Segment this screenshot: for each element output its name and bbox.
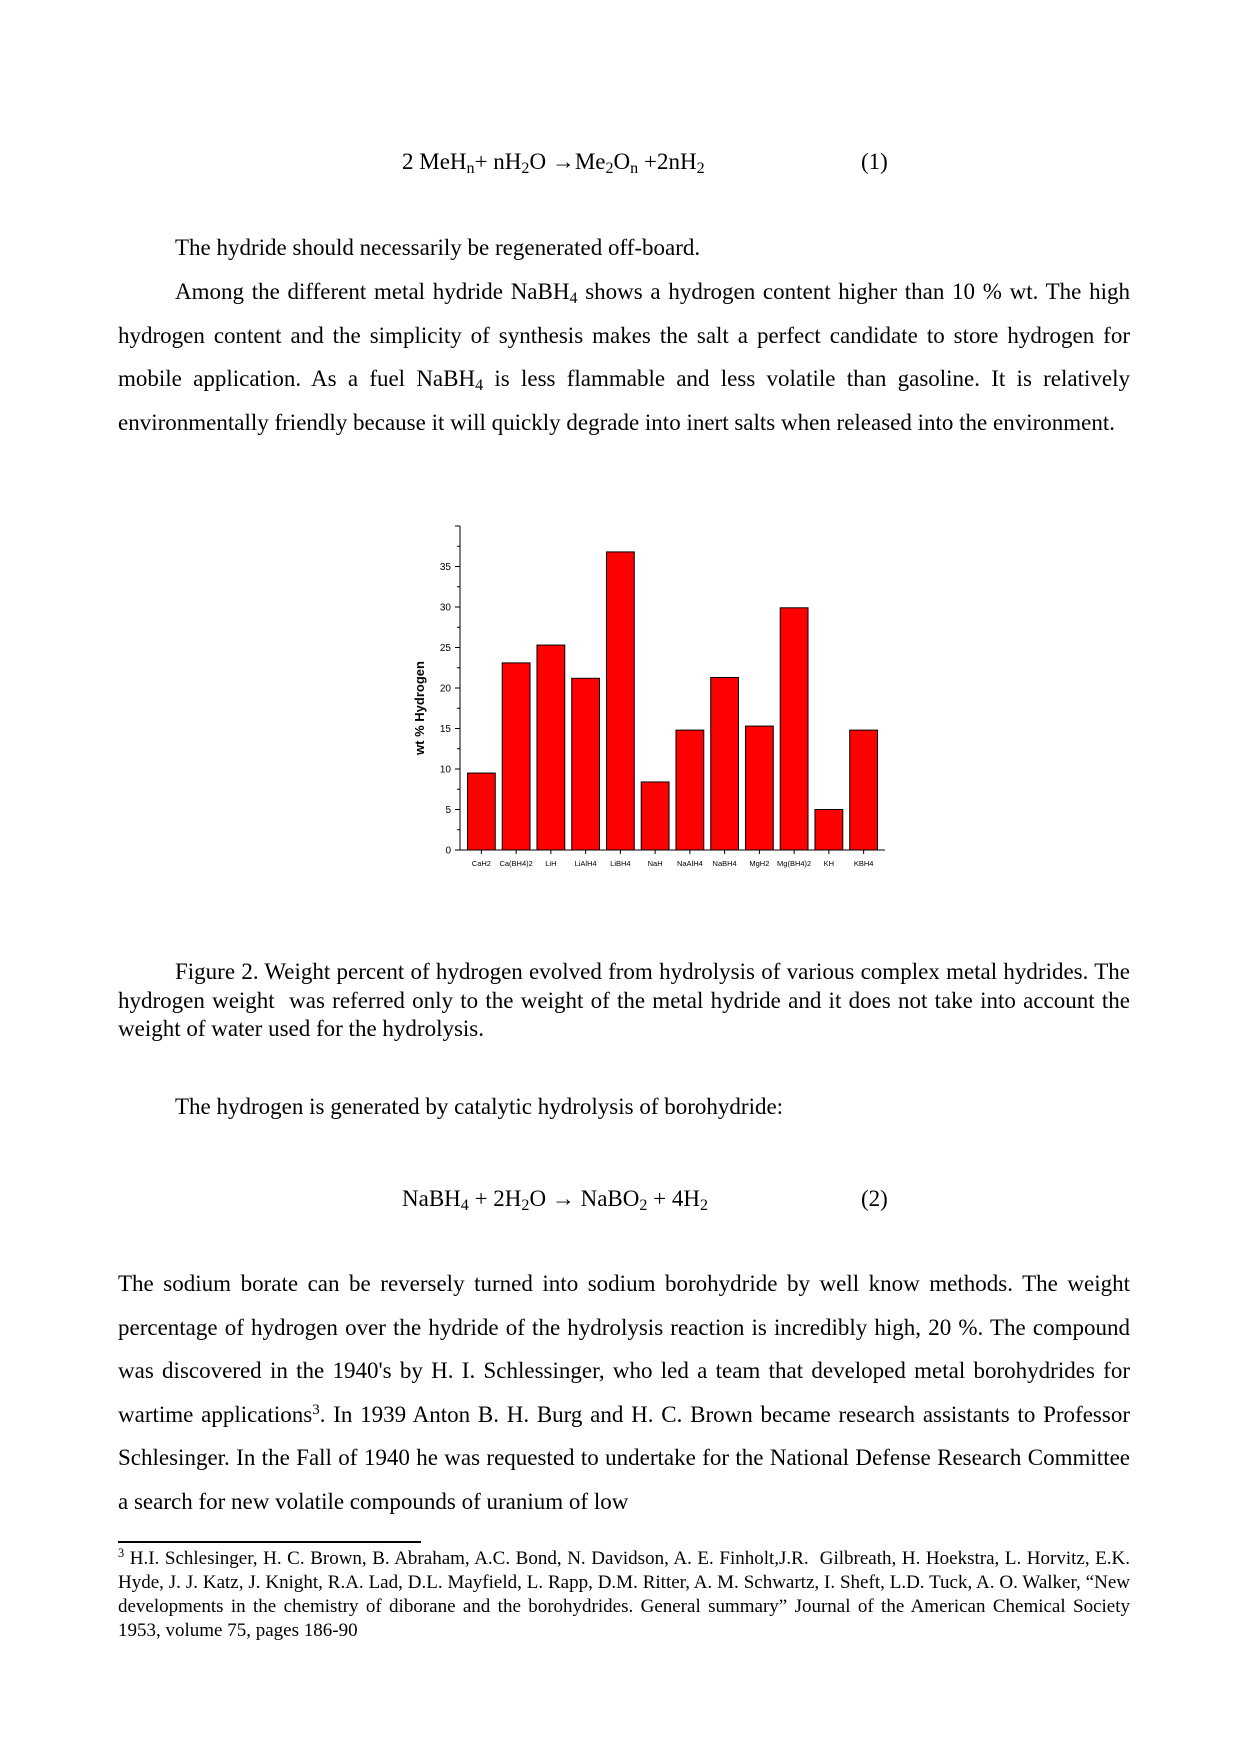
y-tick-label: 15 [439,724,451,735]
x-tick-label: MgH2 [749,859,770,868]
y-tick-label: 20 [439,683,451,695]
bar-mgbh42 [780,608,808,850]
y-tick-label: 0 [445,845,451,857]
x-tick-label: Mg(BH4)2 [777,859,812,868]
hydrogen-content-bar-chart [400,520,900,880]
figure-caption [118,958,1130,1044]
paragraph-nabh4-intro [118,270,1130,444]
bar-lialh4 [572,678,600,850]
bar-kbh4 [850,730,878,850]
x-tick-label: NaAlH4 [676,859,703,868]
x-tick-label: KBH4 [853,859,874,868]
x-tick-label: CaH2 [471,859,491,868]
paragraph-regeneration [118,226,1130,270]
bar-nah [641,782,669,850]
paragraph-sodium-borate [118,1262,1130,1523]
y-tick-label: 30 [439,602,451,614]
bar-lih [537,645,565,850]
equation-1-number: (1) [861,149,888,174]
paragraph-catalytic-hydrolysis [118,1085,1130,1129]
footnote-3-text: $^3$ H.I. Schlesinger, H. C. Brown, B. Abraham, A.C. Bond, N. Davidson, A. E. Finholt,J.R. Gilbreath, H. Hoekstra, L. Horvitz, E.K. Hyde, J. J. Katz, J. Knight, R.A. Lad, D.L. Mayfield, L. Rapp, D.M. Ritter, A. M. Schwartz, I. Sheft, L.D. Tuck, A. O. Walker, “New developments in the chemistry of diborane and the borohydrides. General summary” Journal of the American Chemical Society 1953, volume 75, pages 186-90 [118,1546,1130,1641]
bar-cabh42 [502,663,530,850]
x-tick-label: LiAlH4 [574,859,597,868]
equation-2-formula: NaBH$_4$ + $2H_2O$ → NaBO$_2$ + $4H_2$ [402,1186,709,1215]
x-tick-label: Ca(BH4)2 [499,859,533,868]
bar-libh4 [606,552,634,850]
paragraph-catalytic-hydrolysis-text: The hydrogen is generated by catalytic hydrolysis of borohydride: [175,1094,784,1119]
figure-caption-text: Figure 2. Weight percent of hydrogen evolved from hydrolysis of various complex metal hydrides. The hydrogen weight was referred only to the weight of the metal hydride and it does not take into account the weight of water used for the hydrolysis. [118,959,1130,1041]
paragraph-sodium-borate-text: The sodium borate can be reversely turned into sodium borohydride by well know methods. The weight percentage of hydrogen over the hydride of the hydrolysis reaction is incredibly high, 20 %. The compound was discovered in the 1940's by H. I. Schlessinger, who led a team that developed metal borohydrides for wartime applications$^3$. In 1939 Anton B. H. Burg and H. C. Brown became research assistants to Professor Schlesinger. In the Fall of 1940 he was requested to undertake for the National Defense Research Committee a search for new volatile compounds of uranium of low [118,1271,1130,1514]
paragraph-regeneration-text: The hydride should necessarily be regenerated off-board. [175,235,701,260]
bar-kh [815,810,843,851]
x-tick-label: NaH [647,859,663,868]
y-tick-label: 5 [445,805,451,816]
y-tick-label: 10 [439,764,451,776]
x-tick-label: KH [823,859,835,868]
x-tick-label: NaBH4 [712,859,737,868]
equation-2-number: (2) [861,1186,888,1211]
paragraph-nabh4-intro-text: Among the different metal hydride NaBH$_4$ shows a hydrogen content higher than 10 % wt. The high hydrogen content and the simplicity of synthesis makes the salt a perfect candidate to store hydrogen for mobile application. As a fuel NaBH$_4$ is less flammable and less volatile than gasoline. It is relatively environmentally friendly because it will quickly degrade into inert salts when released into the environment. [118,279,1130,435]
bar-nabh4 [711,677,739,850]
y-axis-label: wt % Hydrogen [412,661,427,755]
footnote-separator [118,1541,421,1543]
x-tick-label: LiH [545,859,557,868]
footnote-3 [118,1547,1130,1643]
bar-cah2 [467,773,495,850]
y-tick-label: 25 [439,643,451,654]
equation-1-formula: 2 $MeH_n+ nH_2O \to Me_2O_n +2nH_2$ [402,149,705,178]
y-tick-label: 35 [439,562,451,573]
bar-naalh4 [676,730,704,850]
x-tick-label: LiBH4 [610,859,631,868]
bar-mgh2 [745,726,773,850]
